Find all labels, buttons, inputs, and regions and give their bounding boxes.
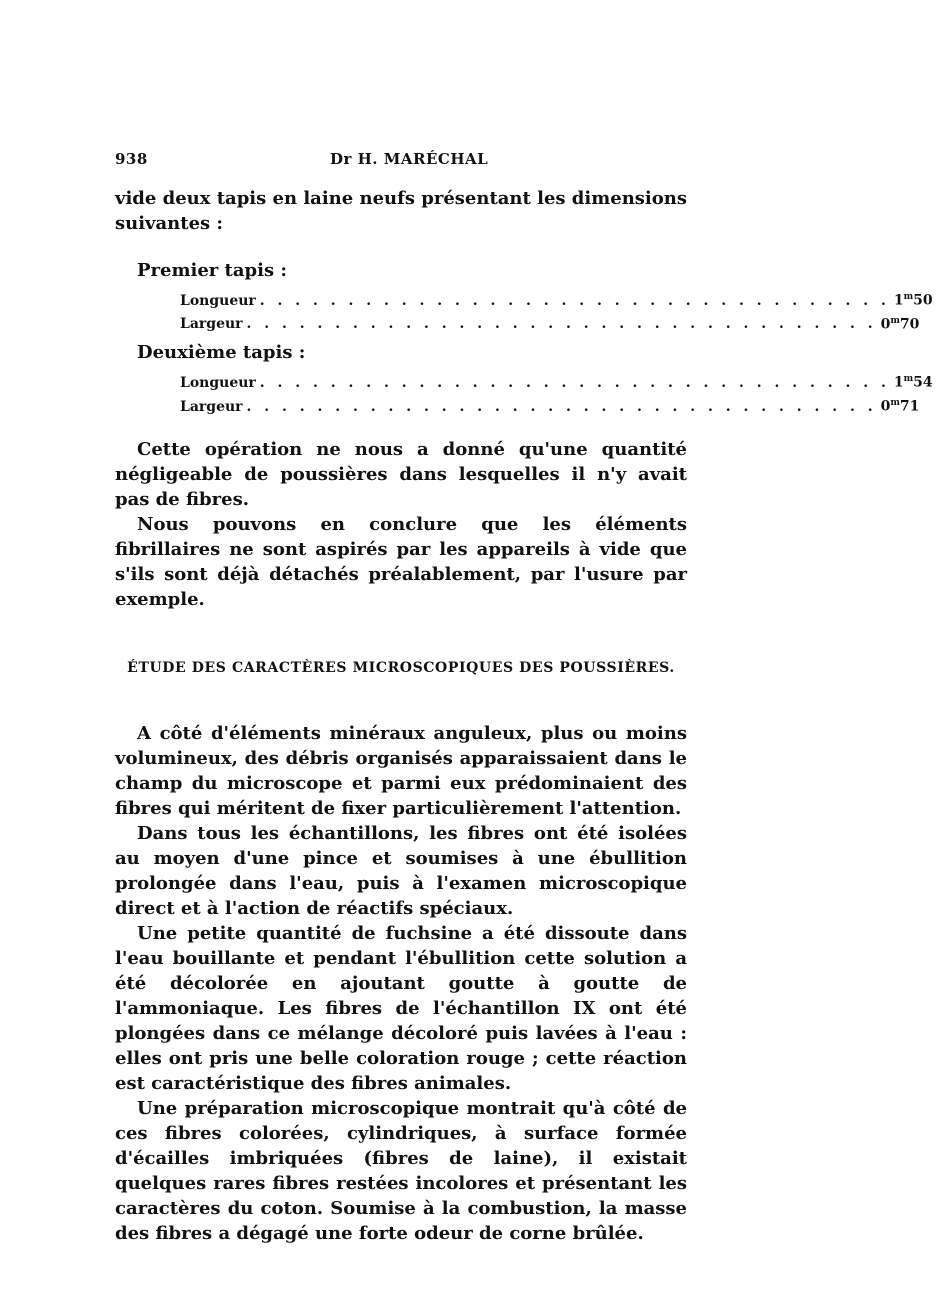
- dot-leader: . . . . . . . . . . . . . . . . . . . . . . . . . . . . . . . . . . . .: [246, 398, 877, 415]
- running-head: Dr H. MARÉCHAL: [330, 150, 489, 168]
- dimension-label: Largeur: [180, 398, 243, 415]
- dimension-value: 0$^m$71: [880, 397, 920, 415]
- dot-leader: . . . . . . . . . . . . . . . . . . . . . . . . . . . . . . . . . . . .: [259, 292, 890, 309]
- dimension-value: 1$^m$50: [893, 292, 933, 309]
- dot-leader: . . . . . . . . . . . . . . . . . . . . . . . . . . . . . . . . . . . .: [259, 374, 890, 391]
- page-body: [115, 186, 933, 1246]
- section-heading: ÉTUDE DES CARACTÈRES MICROSCOPIQUES DES POUSSIÈRES.: [127, 659, 675, 676]
- dimension-label: Longueur: [180, 374, 256, 391]
- carpet-2-dimensions: [180, 369, 933, 416]
- carpet-1-title: Premier tapis :: [137, 260, 288, 281]
- dimension-row: [180, 393, 920, 417]
- body-paragraph: Cette opération ne nous a donné qu'une quantité négligeable de poussières dans lesquelles il n'y avait pas de fibres.: [115, 438, 687, 510]
- dimension-value: 1$^m$54: [893, 374, 933, 391]
- page-number: 938: [115, 150, 148, 168]
- dimension-row: [180, 311, 920, 335]
- dimension-row: [180, 369, 933, 393]
- body-paragraph: A côté d'éléments minéraux anguleux, plus ou moins volumineux, des débris organisés apparaissaient dans le champ du microscope et parmi eux prédominaient des fibres qui méritent de fixer particulièrement l'attention.: [115, 722, 687, 819]
- dimension-value: 0$^m$70: [880, 315, 920, 333]
- body-paragraph: Une préparation microscopique montrait qu'à côté de ces fibres colorées, cylindriques, à surface formée d'écailles imbriquées (fibres de laine), il existait quelques rares fibres restées incolores et présentant les caractères du coton. Soumise à la combustion, la masse des fibres a dégagé une forte odeur de corne brûlée.: [115, 1097, 687, 1244]
- body-paragraph: Nous pouvons en conclure que les éléments fibrillaires ne sont aspirés par les appareils à vide que s'ils sont déjà détachés préalablement, par l'usure par exemple.: [115, 513, 687, 610]
- intro-paragraph: vide deux tapis en laine neufs présentant les dimensions suivantes :: [115, 188, 687, 234]
- body-paragraph: Une petite quantité de fuchsine a été dissoute dans l'eau bouillante et pendant l'ébullition cette solution a été décolorée en ajoutant goutte à goutte de l'ammoniaque. Les fibres de l'échantillon IX ont été plongées dans ce mélange décoloré puis lavées à l'eau : elles ont pris une belle coloration rouge ; cette réaction est caractéristique des fibres animales.: [115, 922, 687, 1094]
- body-paragraph: Dans tous les échantillons, les fibres ont été isolées au moyen d'une pince et soumises à une ébullition prolongée dans l'eau, puis à l'examen microscopique direct et à l'action de réactifs spéciaux.: [115, 822, 687, 919]
- carpet-1-dimensions: [180, 287, 933, 334]
- dot-leader: . . . . . . . . . . . . . . . . . . . . . . . . . . . . . . . . . . . .: [246, 316, 877, 333]
- carpet-2-title: Deuxième tapis :: [137, 342, 306, 364]
- dimension-row: [180, 287, 933, 311]
- dimension-label: Longueur: [180, 292, 256, 309]
- dimension-label: Largeur: [180, 316, 243, 333]
